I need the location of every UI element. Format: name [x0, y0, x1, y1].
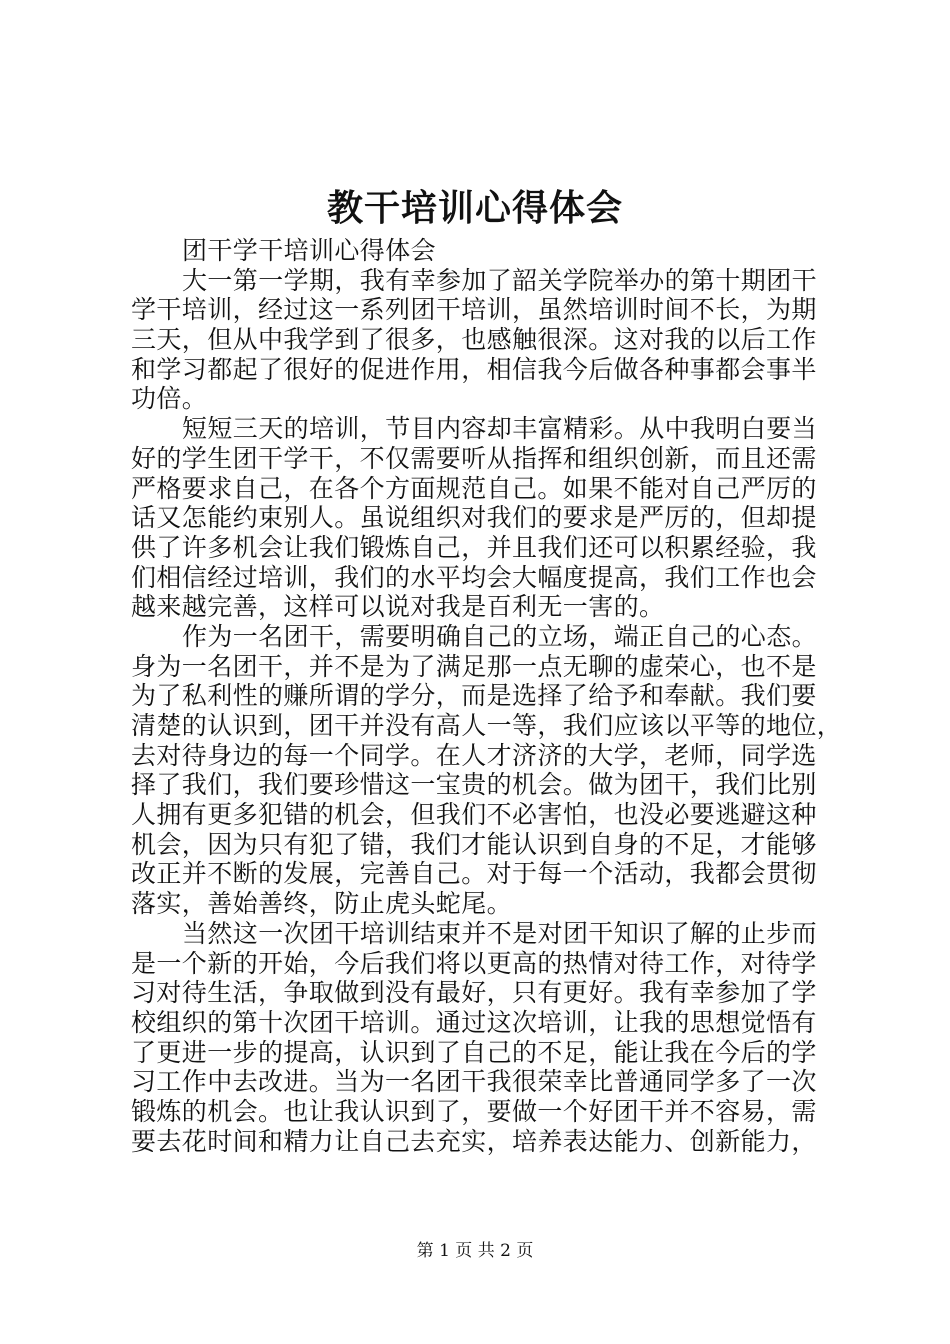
- text-line: 校组织的第十次团干培训。通过这次培训，让我的思想觉悟有: [131, 1007, 817, 1037]
- text-line: 作为一名团干，需要明确自己的立场，端正自己的心态。: [182, 621, 818, 651]
- text-line: 严格要求自己，在各个方面规范自己。如果不能对自己严厉的: [131, 473, 817, 503]
- page-title: 教干培训心得体会: [326, 187, 623, 229]
- text-line: 习对待生活，争取做到没有最好，只有更好。我有幸参加了学: [131, 978, 817, 1008]
- text-line: 了更进一步的提高，认识到了自己的不足，能让我在今后的学: [131, 1037, 817, 1067]
- text-line: 改正并不断的发展，完善自己。对于每一个活动，我都会贯彻: [131, 859, 817, 889]
- text-line: 学干培训，经过这一系列团干培训，虽然培训时间不长，为期: [131, 295, 817, 325]
- text-line: 落实，善始善终，防止虎头蛇尾。: [131, 889, 513, 919]
- document-body: [131, 236, 843, 1156]
- text-line: 人拥有更多犯错的机会，但我们不必害怕，也没必要逃避这种: [131, 800, 817, 830]
- text-line: 三天，但从中我学到了很多，也感触很深。这对我的以后工作: [131, 325, 817, 355]
- text-line: 去对待身边的每一个同学。在人才济济的大学，老师，同学选: [131, 740, 817, 770]
- text-line: 锻炼的机会。也让我认识到了，要做一个好团干并不容易，需: [131, 1096, 817, 1126]
- text-line: 越来越完善，这样可以说对我是百利无一害的。: [131, 592, 665, 622]
- text-line: 供了许多机会让我们锻炼自己，并且我们还可以积累经验，我: [131, 532, 817, 562]
- text-line: 话又怎能约束别人。虽说组织对我们的要求是严厉的，但却提: [131, 503, 817, 533]
- text-line: 当然这一次团干培训结束并不是对团干知识了解的止步而: [182, 918, 818, 948]
- text-line: 大一第一学期，我有幸参加了韶关学院举办的第十期团干: [182, 265, 818, 295]
- page-footer: 第 1 页 共 2 页: [416, 1241, 534, 1261]
- text-line: 习工作中去改进。当为一名团干我很荣幸比普通同学多了一次: [131, 1067, 817, 1097]
- text-line: 清楚的认识到，团干并没有高人一等，我们应该以平等的地位，: [131, 711, 843, 740]
- text-line: 要去花时间和精力让自己去充实，培养表达能力、创新能力，: [131, 1126, 817, 1156]
- text-line: 功倍。: [131, 384, 208, 414]
- text-line: 好的学生团干学干，不仅需要听从指挥和组织创新，而且还需: [131, 443, 817, 473]
- text-line: 短短三天的培训，节目内容却丰富精彩。从中我明白要当: [182, 414, 818, 444]
- text-line: 择了我们，我们要珍惜这一宝贵的机会。做为团干，我们比别: [131, 770, 817, 800]
- text-line: 机会，因为只有犯了错，我们才能认识到自身的不足，才能够: [131, 829, 817, 859]
- text-line: 团干学干培训心得体会: [182, 236, 437, 265]
- text-line: 和学习都起了很好的促进作用，相信我今后做各种事都会事半: [131, 354, 817, 384]
- text-line: 身为一名团干，并不是为了满足那一点无聊的虚荣心，也不是: [131, 651, 817, 681]
- text-line: 是一个新的开始，今后我们将以更高的热情对待工作，对待学: [131, 948, 817, 978]
- text-line: 们相信经过培训，我们的水平均会大幅度提高，我们工作也会: [131, 562, 817, 592]
- text-line: 为了私利性的赚所谓的学分，而是选择了给予和奉献。我们要: [131, 681, 817, 711]
